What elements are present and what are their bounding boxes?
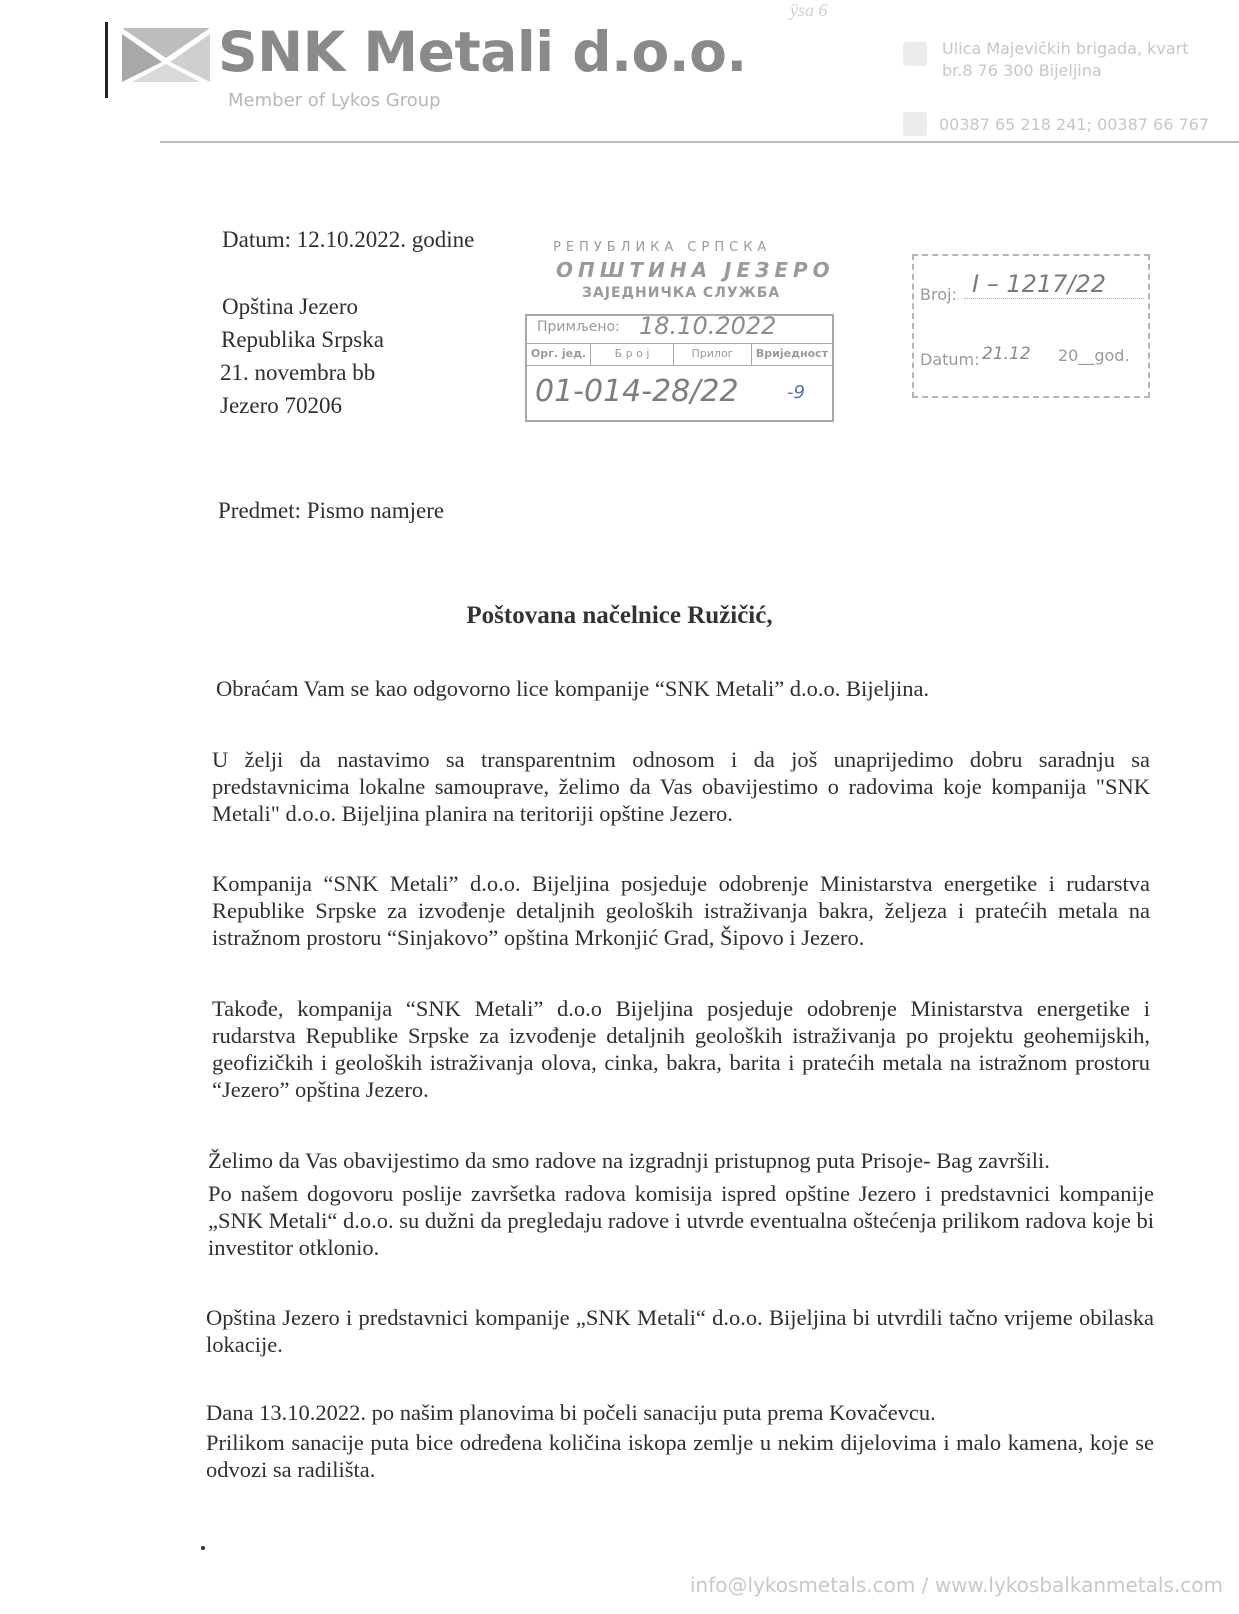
paragraph-7a: Dana 13.10.2022. po našim planovima bi počeli sanaciju puta prema Kovačevcu. — [206, 1400, 936, 1425]
phone-icon — [903, 112, 927, 136]
letter-date: Datum: 12.10.2022. godine — [222, 227, 475, 252]
corner-handwritten-mark: ÿsa 6 — [790, 0, 828, 20]
datum-value: 21.12 — [982, 344, 1031, 364]
datum-suffix: 20__god. — [1058, 346, 1130, 365]
margin-bar — [105, 22, 108, 98]
paragraph-5a: Želimo da Vas obavijestimo da smo radove na izgradnji pristupnog puta Prisoje- Bag završili. — [208, 1148, 1050, 1173]
recipient-line-4: Jezero 70206 — [220, 393, 342, 418]
company-name: SNK Metali d.o.o. — [218, 20, 747, 84]
col-org: Орг. јед. — [527, 343, 591, 365]
snk-logo-icon — [122, 24, 210, 84]
broj-underline — [964, 298, 1144, 299]
recipient-line-2: Republika Srpska — [221, 327, 384, 352]
registry-received-row — [527, 312, 832, 344]
received-label: Примљено: — [537, 319, 620, 335]
paragraph-5b: Po našem dogovoru poslije završetka radova komisija ispred opštine Jezero i predstavnici kompanije „SNK Metali“ d.o.o. su dužni da pregledaju radove i utvrde eventualna oštećenja prilikom radova koje bi investitor otklonio. — [208, 1181, 1154, 1260]
col-broj: Б р о ј — [591, 343, 674, 365]
footer-contact: info@lykosmetals.com / www.lykosbalkanmetals.com — [690, 1573, 1223, 1597]
stamp-republic: РЕПУБЛИКА СРПСКА — [553, 240, 772, 255]
company-membership: Member of Lykos Group — [228, 90, 441, 111]
stamp-service: ЗАЈЕДНИЧКА СЛУЖБА — [582, 285, 781, 301]
header-divider — [160, 141, 1239, 143]
datum-label: Datum: — [920, 350, 980, 369]
address-line-1: Ulica Majevičkih brigada, kvart — [942, 39, 1189, 58]
paragraph-6: Opština Jezero i predstavnici kompanije „SNK Metali“ d.o.o. Bijeljina bi utvrdili tačno vrijeme obilaska lokacije. — [206, 1305, 1154, 1357]
col-prilog: Прилог — [674, 343, 752, 365]
recipient-line-1: Opština Jezero — [222, 294, 359, 319]
col-vrijednost: Вриједност — [755, 347, 829, 360]
stamp-municipality: ОПШТИНА ЈЕЗЕРО — [556, 258, 835, 282]
paragraph-7b: Prilikom sanacije puta bice određena količina iskopa zemlje u nekim dijelovima i malo kamena, koje se odvozi sa radilišta. — [206, 1430, 1154, 1482]
paragraph-4: Takođe, kompanija “SNK Metali” d.o.o Bijeljina posjeduje odobrenje Ministarstva energetike i rudarstva Republike Srpske za izvođenje detaljnih geoloških istraživanja po projektu geohemijskih, geofizičkih i geoloških istraživanja olova, cinka, bakra, barita i pratećih metala na istražnom prostoru “Jezero” opština Jezero. — [212, 996, 1150, 1102]
registry-header-row — [527, 343, 832, 366]
broj-label: Broj: — [920, 285, 957, 304]
location-icon — [903, 42, 927, 66]
phone-numbers: 00387 65 218 241; 00387 66 767 — [939, 115, 1210, 134]
handwritten-extra-number: -9 — [787, 382, 805, 403]
broj-stamp — [912, 254, 1150, 398]
subject-line: Predmet: Pismo namjere — [218, 498, 445, 523]
recipient-line-3: 21. novembra bb — [220, 360, 376, 385]
stray-dot — [201, 1546, 205, 1550]
paragraph-2: U želji da nastavimo sa transparentnim odnosom i da još unaprijedimo dobru saradnju sa predstavnicima lokalne samouprave, želimo da Vas obavijestimo o radovima koje kompanija "SNK Metali" d.o.o. Bijeljina planira na teritoriji opštine Jezero. — [212, 747, 1150, 826]
paragraph-1: Obraćam Vam se kao odgovorno lice kompanije “SNK Metali” d.o.o. Bijeljina. — [216, 676, 930, 701]
paragraph-3: Kompanija “SNK Metali” d.o.o. Bijeljina posjeduje odobrenje Ministarstva energetike i rudarstva Republike Srpske za izvođenje detaljnih geoloških istraživanja bakra, željeza i pratećih metala na istražnom prostoru “Sinjakovo” opština Mrkonjić Grad, Šipovo i Jezero. — [212, 871, 1150, 950]
address-line-2: br.8 76 300 Bijeljina — [942, 61, 1102, 80]
received-date: 18.10.2022 — [639, 312, 777, 340]
greeting: Poštovana načelnice Ružičić, — [466, 602, 773, 629]
registry-stamp-table — [525, 314, 834, 422]
broj-value: I – 1217/22 — [972, 270, 1107, 298]
handwritten-registry-number: 01-014-28/22 — [535, 374, 739, 409]
